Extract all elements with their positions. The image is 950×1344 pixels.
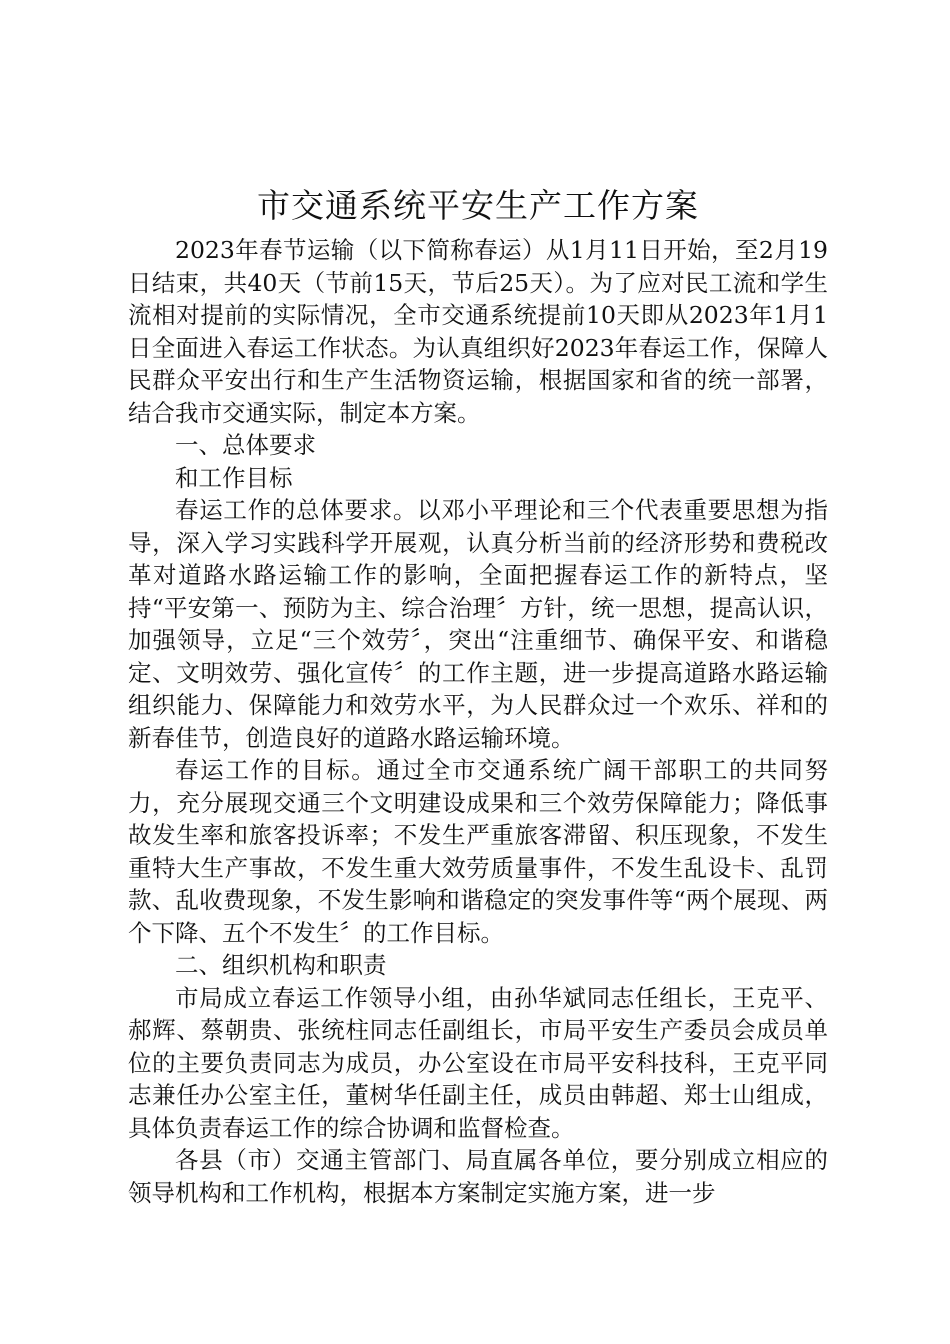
document-page	[128, 180, 828, 1209]
section-heading-1-continued: 和工作目标	[175, 463, 293, 492]
paragraph-county-units: 各县（市）交通主管部门、局直属各单位，要分别成立相应的领导机构和工作机构，根据本方案制定实施方案，进一步	[128, 1146, 828, 1207]
paragraph-general-requirements: 春运工作的总体要求。以邓小平理论和三个代表重要思想为指导，深入学习实践科学开展观，认真分析当前的经济形势和费税改革对道路水路运输工作的影响，全面把握春运工作的新特点，坚持“平安第一、预防为主、综合治理〞方针，统一思想，提高认识，加强领导，立足“三个效劳〞，突出“注重细节、确保平安、和谐稳定、文明效劳、强化宣传〞的工作主题，进一步提高道路水路运输组织能力、保障能力和效劳水平，为人民群众过一个欢乐、祥和的新春佳节，创造良好的道路水路运输环境。	[128, 496, 828, 752]
document-title: 市交通系统平安生产工作方案	[257, 186, 699, 225]
paragraph-leadership-group: 市局成立春运工作领导小组，由孙华斌同志任组长，王克平、郝辉、蔡朝贵、张统柱同志任副组长，市局平安生产委员会成员单位的主要负责同志为成员，办公室设在市局平安科技科，王克平同志兼任办公室主任，董树华任副主任，成员由韩超、郑士山组成，具体负责春运工作的综合协调和监督检查。	[128, 983, 828, 1142]
paragraph-work-goals: 春运工作的目标。通过全市交通系统广阔干部职工的共同努力，充分展现交通三个文明建设成果和三个效劳保障能力；降低事故发生率和旅客投诉率；不发生严重旅客滞留、积压现象，不发生重特大生产事故，不发生重大效劳质量事件，不发生乱设卡、乱罚款、乱收费现象，不发生影响和谐稳定的突发事件等“两个展现、两个下降、五个不发生〞的工作目标。	[128, 756, 828, 947]
section-heading-1: 一、总体要求	[175, 431, 316, 459]
paragraph-intro: 2023年春节运输（以下简称春运）从1月11日开始，至2月19日结束，共40天（节前15天，节后25天）。为了应对民工流和学生流相对提前的实际情况，全市交通系统提前10天即从2023年1月1日全面进入春运工作状态。为认真组织好2023年春运工作，保障人民群众平安出行和生产生活物资运输，根据国家和省的统一部署，结合我市交通实际，制定本方案。	[128, 236, 828, 427]
section-heading-2: 二、组织机构和职责	[175, 951, 387, 979]
